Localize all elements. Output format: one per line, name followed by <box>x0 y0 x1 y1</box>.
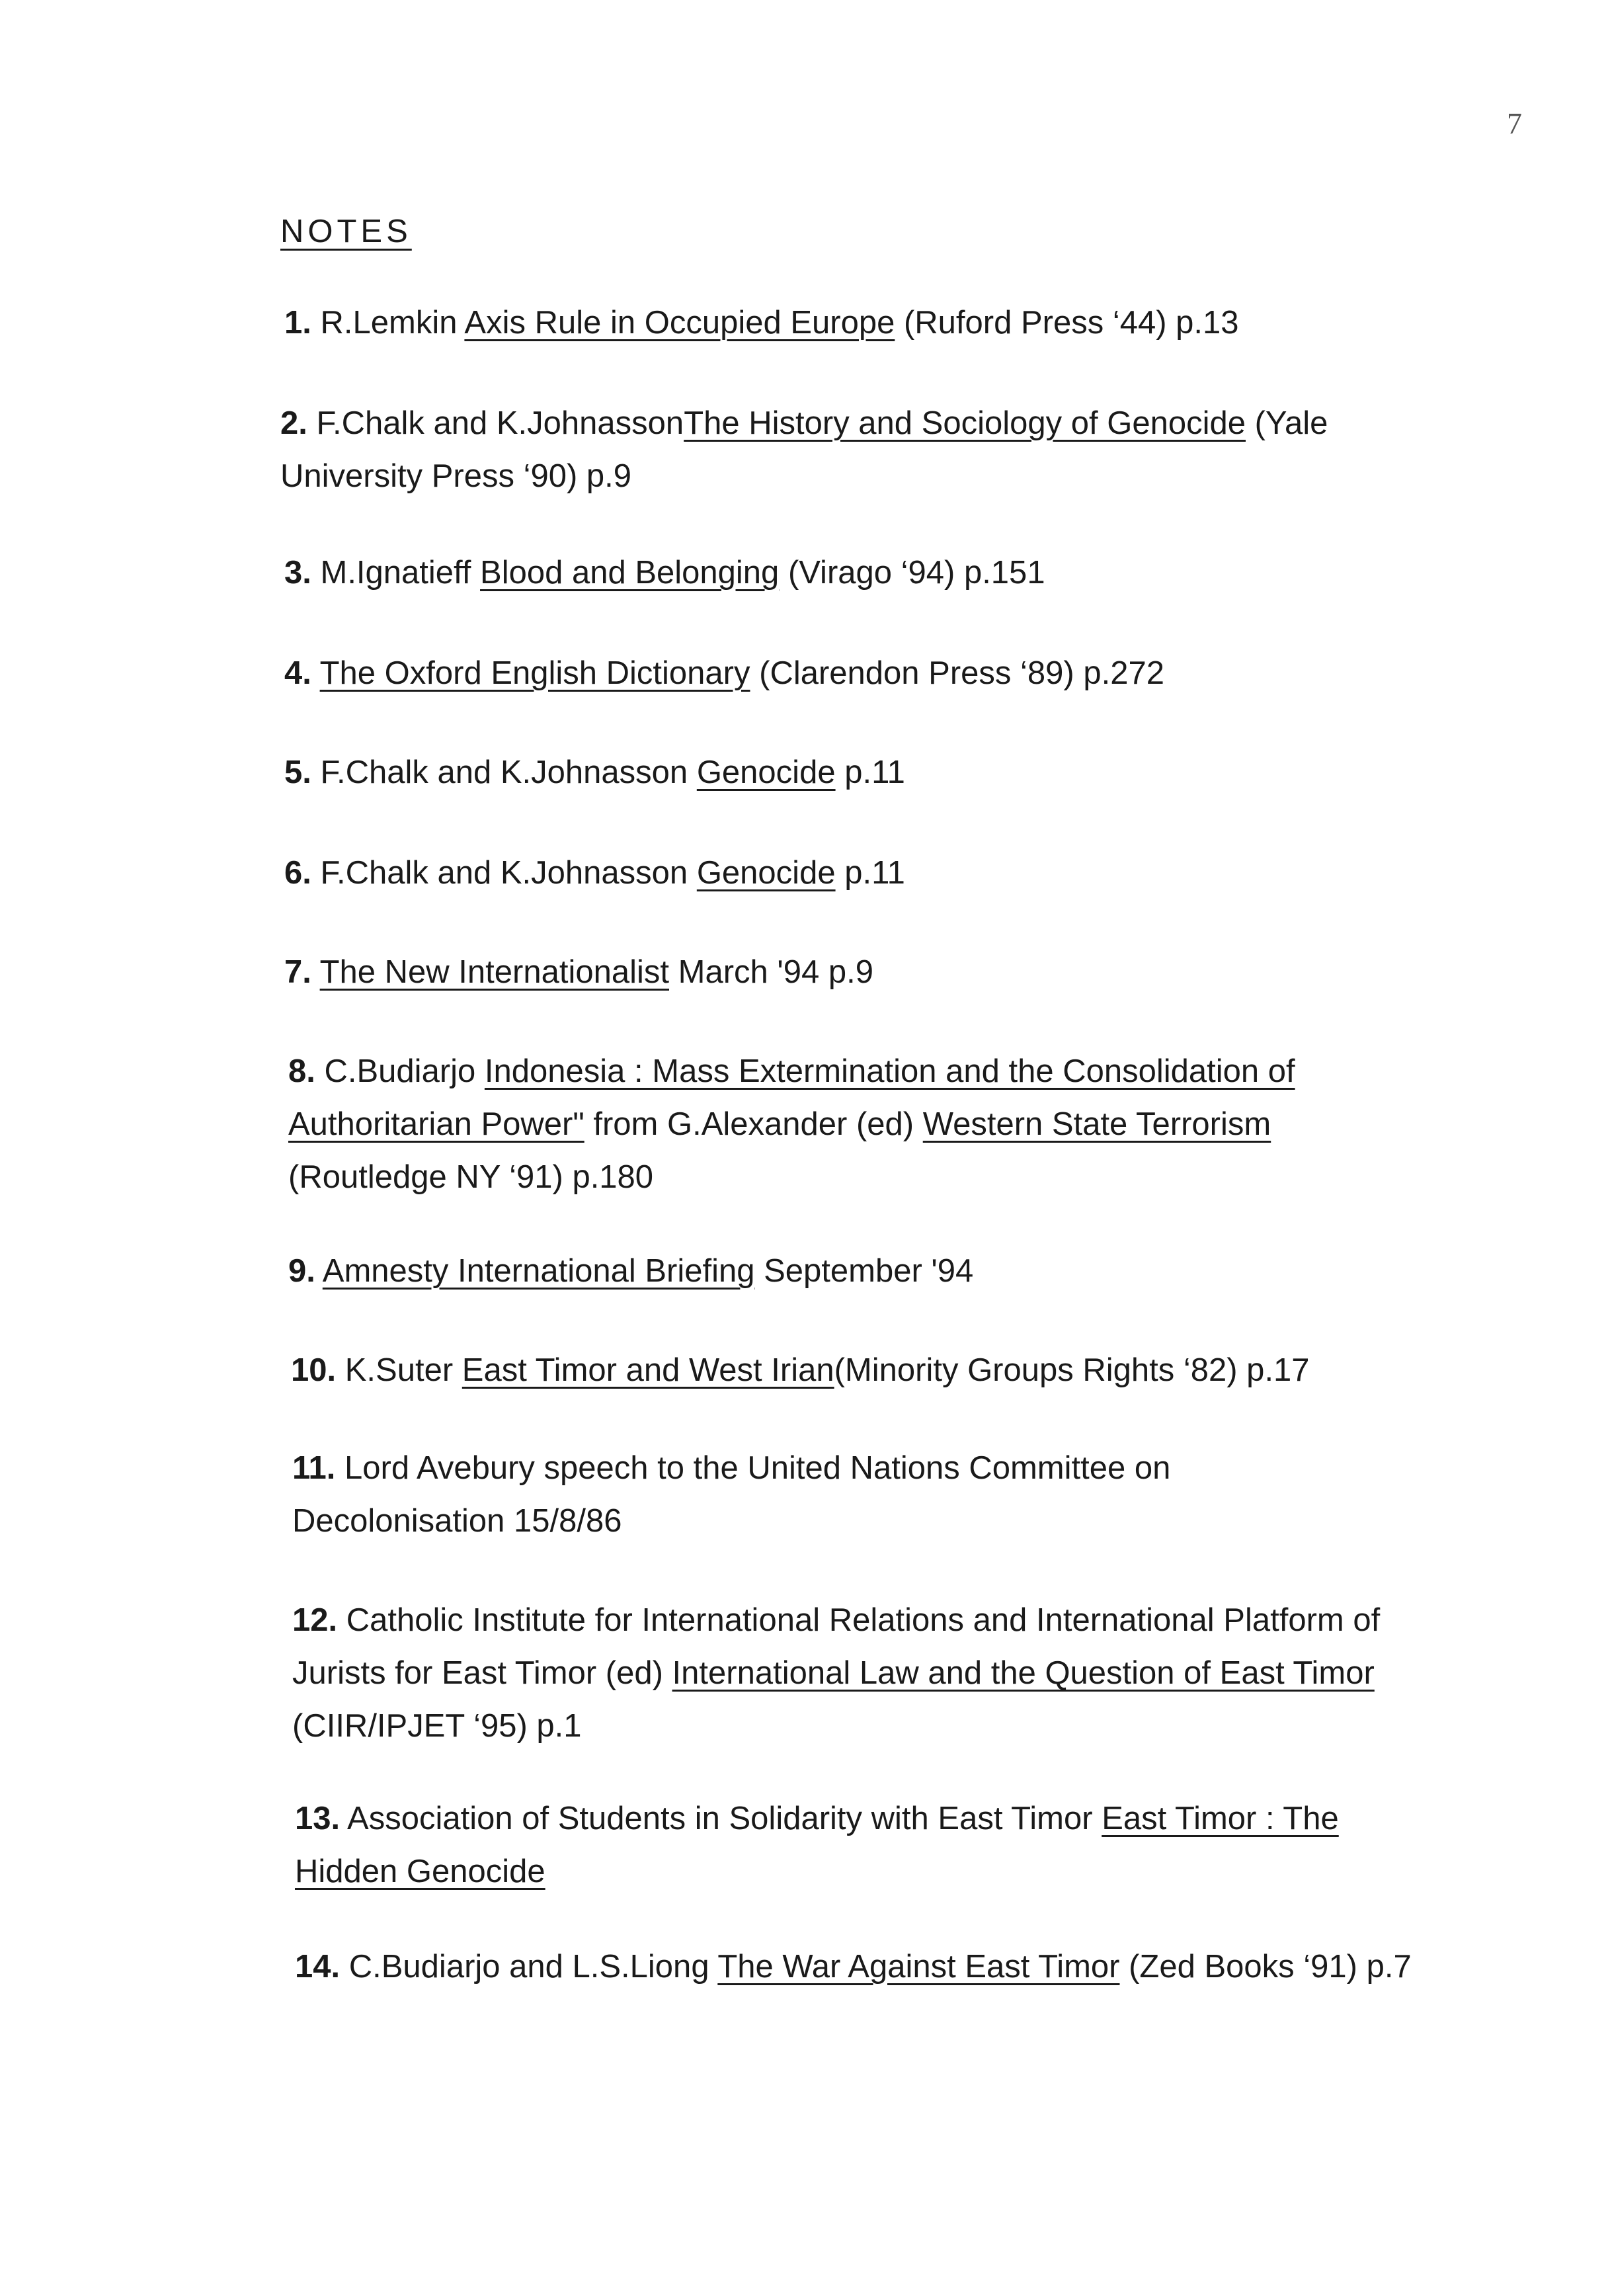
note-2 <box>280 397 1418 503</box>
note-source: from G.Alexander (ed) <box>593 1106 914 1142</box>
note-text: Lord Avebury speech to the United Nations Committee on Decolonisation 15/8/86 <box>292 1450 1171 1539</box>
note-7 <box>284 946 1461 999</box>
note-title: The New Internationalist <box>319 954 669 990</box>
note-title: Amnesty International Briefing <box>322 1253 755 1289</box>
note-4 <box>284 647 1461 700</box>
note-author: K.Suter <box>344 1352 454 1388</box>
note-title: The Oxford English Dictionary <box>319 655 750 691</box>
note-publication: March '94 p.9 <box>678 954 873 990</box>
note-13 <box>295 1792 1432 1898</box>
note-title: East Timor and West Irian <box>462 1352 834 1388</box>
note-publication: (Minority Groups Rights ‘82) p.17 <box>834 1352 1310 1388</box>
note-number: 1. <box>284 305 311 341</box>
note-number: 12. <box>292 1602 338 1638</box>
note-author: M.Ignatieff <box>320 555 471 591</box>
note-10 <box>291 1344 1468 1397</box>
note-6 <box>284 846 1461 899</box>
note-3 <box>284 546 1461 599</box>
note-author: C.Budiarjo and L.S.Liong <box>348 1949 709 1985</box>
note-number: 7. <box>284 954 311 990</box>
note-title: Genocide <box>696 855 836 891</box>
note-title-secondary: Western State Terrorism <box>922 1106 1271 1142</box>
note-publication: p.11 <box>844 755 905 790</box>
note-publication: (Clarendon Press ‘89) p.272 <box>759 655 1164 691</box>
note-author: R.Lemkin <box>320 305 458 341</box>
note-14 <box>295 1940 1432 1993</box>
note-number: 8. <box>288 1053 315 1089</box>
note-publication: (Zed Books ‘91) p.7 <box>1129 1949 1412 1985</box>
note-title: The War Against East Timor <box>717 1949 1120 1985</box>
note-author: C.Budiarjo <box>324 1053 476 1089</box>
note-11 <box>292 1442 1284 1547</box>
note-number: 14. <box>295 1949 341 1985</box>
note-publication: (Ruford Press ‘44) p.13 <box>903 305 1239 341</box>
note-title: Blood and Belonging <box>480 555 780 591</box>
note-number: 3. <box>284 555 311 591</box>
note-publication: (Virago ‘94) p.151 <box>787 555 1045 591</box>
note-12 <box>292 1594 1443 1752</box>
note-9 <box>288 1245 1465 1297</box>
note-publication: (Yale University Press ‘90) p.9 <box>280 405 1328 494</box>
note-number: 4. <box>284 655 311 691</box>
note-author: Catholic Institute for International Relations and International Platform of Jurists for East Timor (ed) <box>292 1602 1381 1691</box>
note-title: East Timor : The Hidden Genocide <box>295 1801 1339 1889</box>
page-number: 7 <box>1507 106 1522 140</box>
note-number: 11. <box>292 1450 336 1486</box>
note-title: The History and Sociology of Genocide <box>684 405 1246 441</box>
note-number: 13. <box>295 1801 341 1836</box>
note-publication: September '94 <box>764 1253 974 1289</box>
note-publication: (Routledge NY ‘91) p.180 <box>288 1159 654 1195</box>
note-author: F.Chalk and K.Johnasson <box>320 855 688 891</box>
note-title: International Law and the Question of East Timor <box>672 1655 1375 1691</box>
note-publication: (CIIR/IPJET ‘95) p.1 <box>292 1708 582 1744</box>
note-number: 5. <box>284 755 311 790</box>
note-publication: p.11 <box>844 855 905 891</box>
note-number: 9. <box>288 1253 315 1289</box>
note-number: 6. <box>284 855 311 891</box>
note-title: Genocide <box>696 755 836 790</box>
note-title: Indonesia : Mass Extermination and the Consolidation of Authoritarian Power" <box>288 1053 1295 1142</box>
note-8 <box>288 1045 1373 1204</box>
notes-heading: NOTES <box>280 214 412 249</box>
note-number: 2. <box>280 405 307 441</box>
note-author: Association of Students in Solidarity with East Timor <box>347 1801 1093 1836</box>
note-number: 10. <box>291 1352 337 1388</box>
note-author: F.Chalk and K.Johnasson <box>316 405 684 441</box>
note-author: F.Chalk and K.Johnasson <box>320 755 688 790</box>
note-5 <box>284 746 1461 799</box>
note-title: Axis Rule in Occupied Europe <box>464 305 895 341</box>
note-1 <box>284 296 1461 349</box>
